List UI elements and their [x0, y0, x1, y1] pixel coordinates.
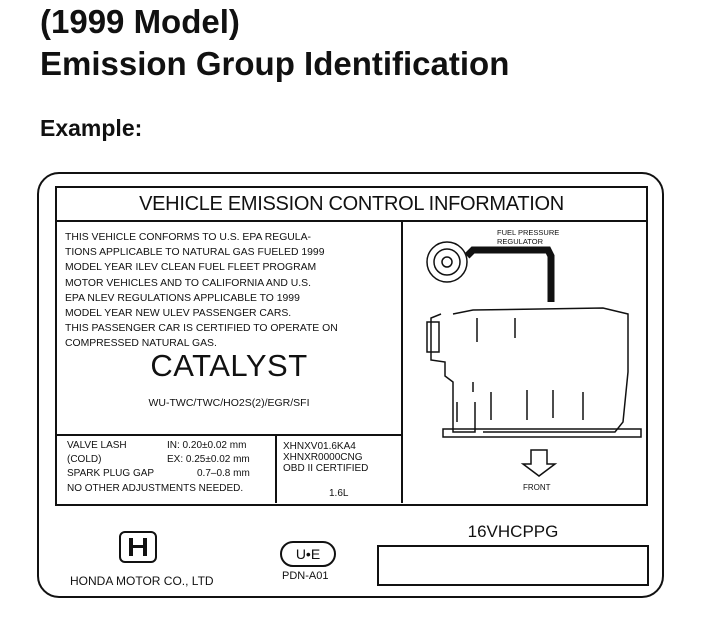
emission-label-title: VEHICLE EMISSION CONTROL INFORMATION — [57, 188, 646, 222]
cert-line: MODEL YEAR NEW ULEV PASSENGER CARS. — [65, 308, 292, 320]
model-year-heading: (1999 Model) — [40, 3, 240, 40]
page-title: Emission Group Identification — [40, 45, 510, 82]
spark-plug-gap-value: 0.7–0.8 mm — [197, 468, 250, 479]
front-arrow-icon — [523, 450, 555, 476]
family-code: XHNXV01.6KA4 — [283, 441, 356, 452]
example-heading: Example: — [40, 115, 143, 141]
certification-column — [57, 222, 401, 503]
ue-mark: U•E — [280, 541, 336, 567]
fuel-line — [467, 250, 551, 302]
spark-plug-gap-label: SPARK PLUG GAP — [67, 468, 155, 479]
front-label: FRONT — [523, 483, 551, 492]
intake-manifold-icon — [427, 308, 641, 437]
family-codes — [283, 441, 368, 474]
valve-lash-label: VALVE LASH — [67, 440, 127, 451]
emission-group-code: 16VHCPPG — [467, 522, 559, 541]
honda-logo-icon — [119, 531, 157, 563]
fuel-pressure-regulator-icon — [427, 242, 467, 282]
tune-up-specs — [57, 436, 277, 503]
cert-line: MOTOR VEHICLES AND TO CALIFORNIA AND U.S. — [65, 277, 311, 289]
exhaust-lash-value: EX: 0.25±0.02 mm — [167, 454, 250, 465]
cert-line: EPA NLEV REGULATIONS APPLICABLE TO 1999 — [65, 292, 300, 304]
no-other-adjustments: NO OTHER ADJUSTMENTS NEEDED. — [67, 483, 244, 494]
fpr-label-line: REGULATOR — [497, 237, 543, 246]
cert-line: THIS PASSENGER CAR IS CERTIFIED TO OPERATE ON — [65, 323, 338, 335]
emission-systems: WU-TWC/TWC/HO2S(2)/EGR/SFI — [148, 397, 310, 409]
obd-certified: OBD II CERTIFIED — [283, 463, 369, 474]
cert-line: COMPRESSED NATURAL GAS. — [65, 338, 217, 350]
cert-line: MODEL YEAR ILEV CLEAN FUEL FLEET PROGRAM — [65, 262, 317, 274]
spec-box — [57, 434, 401, 503]
cert-line: THIS VEHICLE CONFORMS TO U.S. EPA REGULA- — [65, 232, 311, 243]
emission-control-panel — [55, 186, 648, 506]
intake-lash-value: IN: 0.20±0.02 mm — [167, 440, 247, 451]
certification-statement — [65, 230, 399, 352]
cold-label: (COLD) — [67, 454, 102, 465]
engine-size: 1.6L — [329, 488, 349, 499]
company-name: HONDA MOTOR CO., LTD — [70, 574, 214, 588]
fpr-label-line: FUEL PRESSURE — [497, 228, 560, 237]
cert-line: TIONS APPLICABLE TO NATURAL GAS FUELED 1999 — [65, 247, 325, 259]
catalyst-label: CATALYST — [150, 348, 308, 383]
pdn-code: PDN-A01 — [282, 570, 329, 582]
engine-diagram-column — [401, 222, 645, 503]
family-code: XHNXR0000CNG — [283, 452, 363, 463]
engine-diagram — [403, 222, 643, 502]
code-box — [377, 545, 649, 586]
